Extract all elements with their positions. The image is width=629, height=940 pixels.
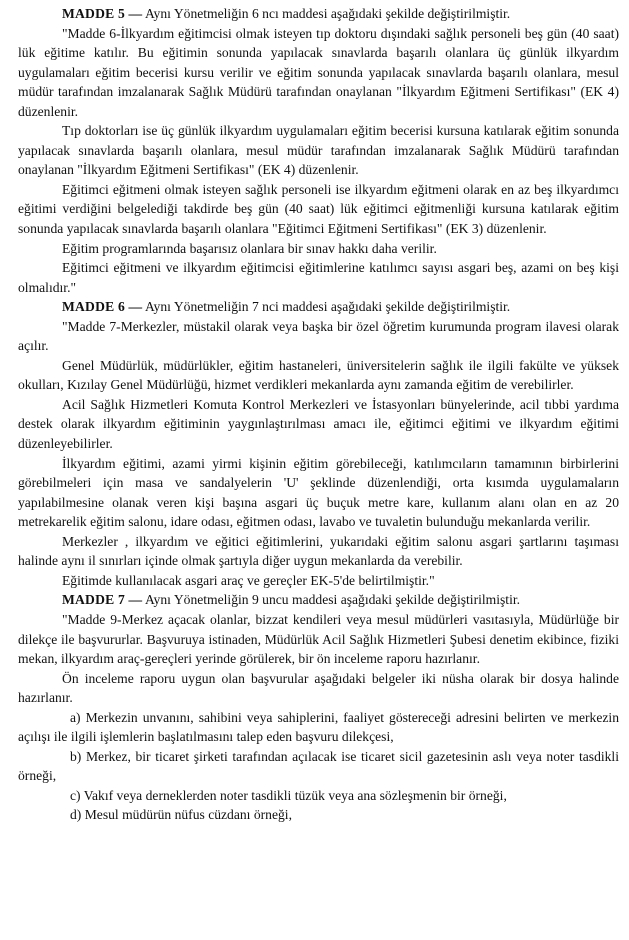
- paragraph: Eğitim programlarında başarısız olanlara bir sınav hakkı daha verilir.: [62, 240, 437, 256]
- article-text: Aynı Yönetmeliğin 7 nci maddesi aşağıdaki şekilde değiştirilmiştir.: [142, 299, 511, 315]
- paragraph: Ön inceleme raporu uygun olan başvurular aşağıdaki belgeler iki nüsha olarak bir dosya halinde hazırlanır.: [18, 670, 619, 706]
- paragraph: İlkyardım eğitimi, azami yirmi kişinin eğitim görebileceği, katılımcıların tamamının birbirlerini görebilmeleri için masa ve sandalyelerin 'U' şeklinde düzenlendiği, orta kısımda uygulamaların yapılabilmesine olanak veren kişi başına asgari üç buçuk metre kare, kullanım alanı olan en az 20 metrekarelik eğitim salonu, idare odası, eğitmen odası, lavabo ve tuvaletin bulunduğu mekanlarda verilir.: [18, 455, 619, 530]
- article-7-heading: [18, 590, 619, 610]
- paragraph: Acil Sağlık Hizmetleri Komuta Kontrol Merkezleri ve İstasyonları bünyelerinde, acil tıbbi yardıma destek olarak ilkyardım eğitiminin yaygınlaştırılması amacı ile, eğitimci eğitimi ve ilkyardım eğitimi düzenleyebilirler.: [18, 396, 619, 452]
- paragraph: "Madde 6-İlkyardım eğitimcisi olmak isteyen tıp doktoru dışındaki sağlık personeli beş gün (40 saat) lük eğitime katılır. Bu eğitimin sonunda yapılacak sınavlarda başarılı olanlara üç günlük ilkyardım uygulamaları eğitim becerisi kursu verilir ve eğitim sonunda yapılacak sınavlarda başarılı olanlara, mesul müdür tarafından imzalanarak Sağlık Müdürü tarafından onaylanan "İlkyardım Eğitmeni Sertifikası" (EK 4) düzenlenir.: [18, 25, 619, 119]
- list-item: c) Vakıf veya derneklerden noter tasdikli tüzük veya ana sözleşmenin bir örneği,: [70, 787, 507, 803]
- list-item: a) Merkezin unvanını, sahibini veya sahiplerini, faaliyet göstereceği adresini belirten ve merkezin açılışı ile ilgili işlemlerin başlatılmasını talep eden başvuru dilekçesi,: [18, 709, 619, 745]
- article-label: MADDE 7 —: [62, 592, 143, 608]
- list-item: d) Mesul müdürün nüfus cüzdanı örneği,: [70, 807, 292, 823]
- list-item: b) Merkez, bir ticaret şirketi tarafından açılacak ise ticaret sicil gazetesinin aslı veya noter tasdikli örneği,: [18, 748, 619, 784]
- paragraph: Eğitimci eğitmeni ve ilkyardım eğitimcisi eğitimlerine katılımcı sayısı asgari beş, azami on beş kişi olmalıdır.": [18, 260, 619, 295]
- article-label: MADDE 6 —: [62, 299, 143, 315]
- paragraph: "Madde 9-Merkez açacak olanlar, bizzat kendileri veya mesul müdürleri vasıtasıyla, Müdürlüğe bir dilekçe ile başvururlar. Başvuruya istinaden, Müdürlük Acil Sağlık Hizmetleri Şubesi denetim ekibince, fiziki mekan, ilkyardım araç-gereçleri yerinde görülerek, bir ön inceleme raporu hazırlanır.: [18, 611, 619, 667]
- paragraph: "Madde 7-Merkezler, müstakil olarak veya başka bir özel öğretim kurumunda program ilavesi olarak açılır.: [18, 318, 619, 354]
- paragraph: Tıp doktorları ise üç günlük ilkyardım uygulamaları eğitim becerisi kursuna katılarak eğitim sonunda yapılacak sınavlarda başarılı olanlara, mesul müdür tarafından imzalanarak Sağlık Müdürü tarafından onaylanan "İlkyardım Eğitmeni Sertifikası" (EK 4) düzenlenir.: [18, 123, 619, 178]
- article-label: MADDE 5 —: [62, 6, 143, 21]
- article-6-heading: [18, 297, 619, 317]
- paragraph: Eğitimci eğitmeni olmak isteyen sağlık personeli ise ilkyardım eğitmeni olarak en az beş ilkyardımcı eğitimi verdiğini belgelediği takdirde beş gün (40 saat) lük eğitimci eğitmenliği kursuna katılarak eğitim sonunda yapılacak sınavlarda başarılı olanlara "Eğitimci Eğitmeni Sertifikası" (EK 3) düzenlenir.: [18, 181, 619, 237]
- paragraph: Eğitimde kullanılacak asgari araç ve gereçler EK-5'de belirtilmiştir.": [62, 572, 435, 588]
- article-5-heading: [18, 4, 619, 24]
- paragraph: Genel Müdürlük, müdürlükler, eğitim hastaneleri, üniversitelerin sağlık ile ilgili fakülte ve yüksek okulları, Kızılay Genel Müdürlüğü, hizmet verdikleri mekanlarda aynı zamanda eğitim de verebilirler.: [18, 357, 619, 393]
- article-text: Aynı Yönetmeliğin 9 uncu maddesi aşağıdaki şekilde değiştirilmiştir.: [142, 592, 521, 608]
- paragraph: Merkezler , ilkyardım ve eğitici eğitimlerini, yukarıdaki eğitim salonu asgari şartlarını taşıması halinde aynı il sınırları içinde olmak şartıyla diğer uygun mekanlarda da verebilir.: [18, 533, 619, 569]
- article-text: Aynı Yönetmeliğin 6 ncı maddesi aşağıdaki şekilde değiştirilmiştir.: [142, 6, 511, 21]
